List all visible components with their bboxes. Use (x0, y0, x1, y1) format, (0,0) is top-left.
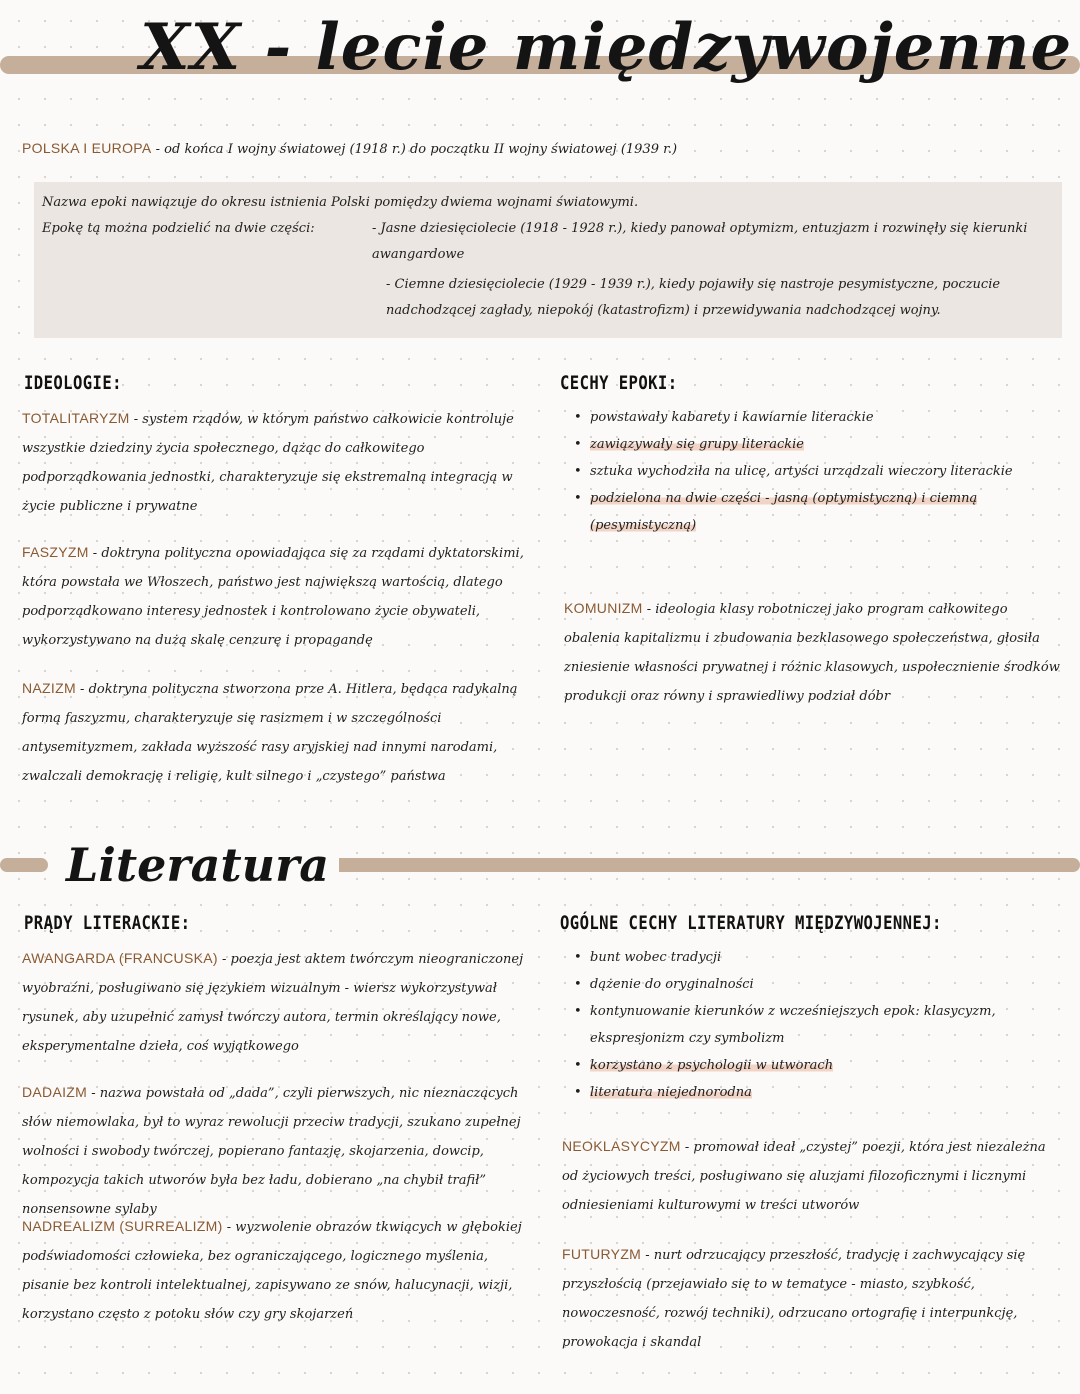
faszyzm-label: FASZYZM (22, 544, 89, 560)
totalitaryzm-text: - system rządów, w którym państwo całkowicie kontroluje wszystkie dziedziny życia społecznego, dążąc do całkowitego podporządkowania jednostki, charakteryzuje się ekstremalną integracją w życie publiczne i prywatne (22, 412, 514, 514)
list-item (574, 458, 1060, 485)
list-item (574, 971, 1064, 998)
nadrealizm-entry (22, 1212, 538, 1328)
komunizm-entry (564, 594, 1060, 710)
cechy-item-text: sztuka wychodziła na ulicę, artyści urządzali wieczory literackie (590, 464, 1013, 479)
box-line-2-start: Epokę tą można podzielić na dwie części: (42, 221, 315, 236)
page-title: XX - lecie międzywojenne (140, 10, 1073, 85)
cechy-heading: CECHY EPOKI: (560, 372, 678, 394)
komunizm-label: KOMUNIZM (564, 600, 643, 616)
nadrealizm-label: NADREALIZM (SURREALIZM) (22, 1218, 223, 1234)
ogolne-list (574, 944, 1064, 1106)
dadaizm-label: DADAIZM (22, 1084, 88, 1100)
list-item (574, 431, 1060, 458)
prady-heading: PRĄDY LITERACKIE: (24, 912, 191, 934)
list-item (574, 944, 1064, 971)
intro-line (22, 134, 1062, 164)
totalitaryzm-entry (22, 404, 532, 520)
neoklasycyzm-entry (562, 1132, 1062, 1219)
intro-text: - od końca I wojny światowej (1918 r.) do początku II wojny światowej (1939 r.) (151, 142, 678, 157)
nazizm-text: - doktryna polityczna stworzona prze A. Hitlera, będąca radykalną formą faszyzmu, charakteryzuje się rasizmem i w szczególności antysemityzmem, zakłada wyższość rasy aryjskiej nad innymi narodami, zwalczali demokrację i religię, kult silnego i „czystego” państwa (22, 682, 518, 784)
list-item (574, 998, 1064, 1052)
awangarda-entry (22, 944, 538, 1060)
faszyzm-entry (22, 538, 532, 654)
list-item (574, 1052, 1064, 1079)
futuryzm-text: - nurt odrzucający przeszłość, tradycję i zachwycający się przyszłością (przejawiało się to w tematyce - miasto, szybkość, nowoczesność, rozwój techniki), odrzucano ortografię i interpunkcję, prowokacja i skandal (562, 1248, 1026, 1350)
neoklasycyzm-label: NEOKLASYCYZM (562, 1138, 681, 1154)
list-item (574, 404, 1060, 431)
totalitaryzm-label: TOTALITARYZM (22, 410, 130, 426)
cechy-list (574, 404, 1060, 539)
ideologie-heading: IDEOLOGIE: (24, 372, 122, 394)
futuryzm-label: FUTURYZM (562, 1246, 642, 1262)
ogolne-item-text: bunt wobec tradycji (590, 950, 722, 965)
dadaizm-text: - nazwa powstała od „dada”, czyli pierwszych, nic nieznaczących słów niemowlaka, był to wyraz rewolucji przeciw tradycji, szukano zupełnej wolności i swobody twórczej, popierano fantazję, skojarzenia, dowcip, kompozycja takich utworów była bez ładu, dobierano „na chybił trafił” nonsensowne sylaby (22, 1086, 521, 1217)
cechy-item-text: zawiązywały się grupy literackie (590, 437, 804, 452)
futuryzm-entry (562, 1240, 1062, 1356)
literatura-heading: Literatura (56, 834, 339, 896)
nadrealizm-text: - wyzwolenie obrazów tkwiących w głębokiej podświadomości człowieka, bez ograniczającego, logicznego myślenia, pisanie bez kontroli intelektualnej, zapisywano ze snów, halucynacji, wizji, korzystano często z potoku słów czy gry skojarzeń (22, 1220, 522, 1322)
dadaizm-entry (22, 1078, 538, 1223)
ogolne-heading: OGÓLNE CECHY LITERATURY MIĘDZYWOJENNEJ: (560, 912, 942, 934)
neoklasycyzm-text: - promował ideał „czystej” poezji, która jest niezależna od życiowych treści, posługiwano się aluzjami filozoficznymi i licznymi odniesieniami kulturowymi w treści utworów (562, 1140, 1046, 1213)
box-line-1: Nazwa epoki nawiązuje do okresu istnienia Polski pomiędzy dwiema wojnami światowymi. (42, 195, 639, 210)
literatura-left-bar (0, 858, 48, 872)
ogolne-item-text: dążenie do oryginalności (590, 977, 754, 992)
komunizm-text: - ideologia klasy robotniczej jako program całkowitego obalenia kapitalizmu i zbudowania bezklasowego społeczeństwa, głosiła zniesienie własności prywatnej i różnic klasowych, uspołecznienie środków produkcji oraz równy i sprawiedliwy podział dóbr (564, 602, 1060, 704)
intro-label: POLSKA I EUROPA (22, 140, 152, 156)
ogolne-item-text: literatura niejednorodna (590, 1085, 752, 1100)
nazizm-entry (22, 674, 532, 790)
cechy-item-text: podzielona na dwie części - jasną (optymistyczną) i ciemną (pesymistyczną) (590, 491, 978, 533)
ogolne-item-text: kontynuowanie kierunków z wcześniejszych epok: klasycyzm, ekspresjonizm czy symbolizm (590, 1004, 996, 1046)
awangarda-text: - poezja jest aktem twórczym nieograniczonej wyobraźni, posługiwano się językiem wizualnym - wiersz wykorzystywał rysunek, aby uzupełnić zamysł twórczy autora, termin określający nowe, eksperymentalne dzieła, coś wyjątkowego (22, 952, 524, 1054)
list-item (574, 485, 1060, 539)
nazizm-label: NAZIZM (22, 680, 76, 696)
ogolne-item-text: korzystano z psychologii w utworach (590, 1058, 834, 1073)
literatura-right-bar (290, 858, 1080, 872)
box-part-1: - Jasne dziesięciolecie (1918 - 1928 r.), kiedy panował optymizm, entuzjazm i rozwinęły się kierunki awangardowe (372, 221, 1028, 262)
faszyzm-text: - doktryna polityczna opowiadająca się za rządami dyktatorskimi, która powstała we Włoszech, państwo jest największą wartością, dlatego podporządkowano interesy jednostek i kontrolowano życie obywateli, wykorzystywano na dużą skalę cenzurę i propagandę (22, 546, 524, 648)
awangarda-label: AWANGARDA (FRANCUSKA) (22, 950, 218, 966)
box-part-2: - Ciemne dziesięciolecie (1929 - 1939 r.), kiedy pojawiły się nastroje pesymistyczne, poczucie nadchodzącej zagłady, niepokój (katastrofizm) i przewidywania nadchodzącej wojny. (386, 277, 1001, 318)
list-item (574, 1079, 1064, 1106)
cechy-item-text: powstawały kabarety i kawiarnie literackie (590, 410, 874, 425)
